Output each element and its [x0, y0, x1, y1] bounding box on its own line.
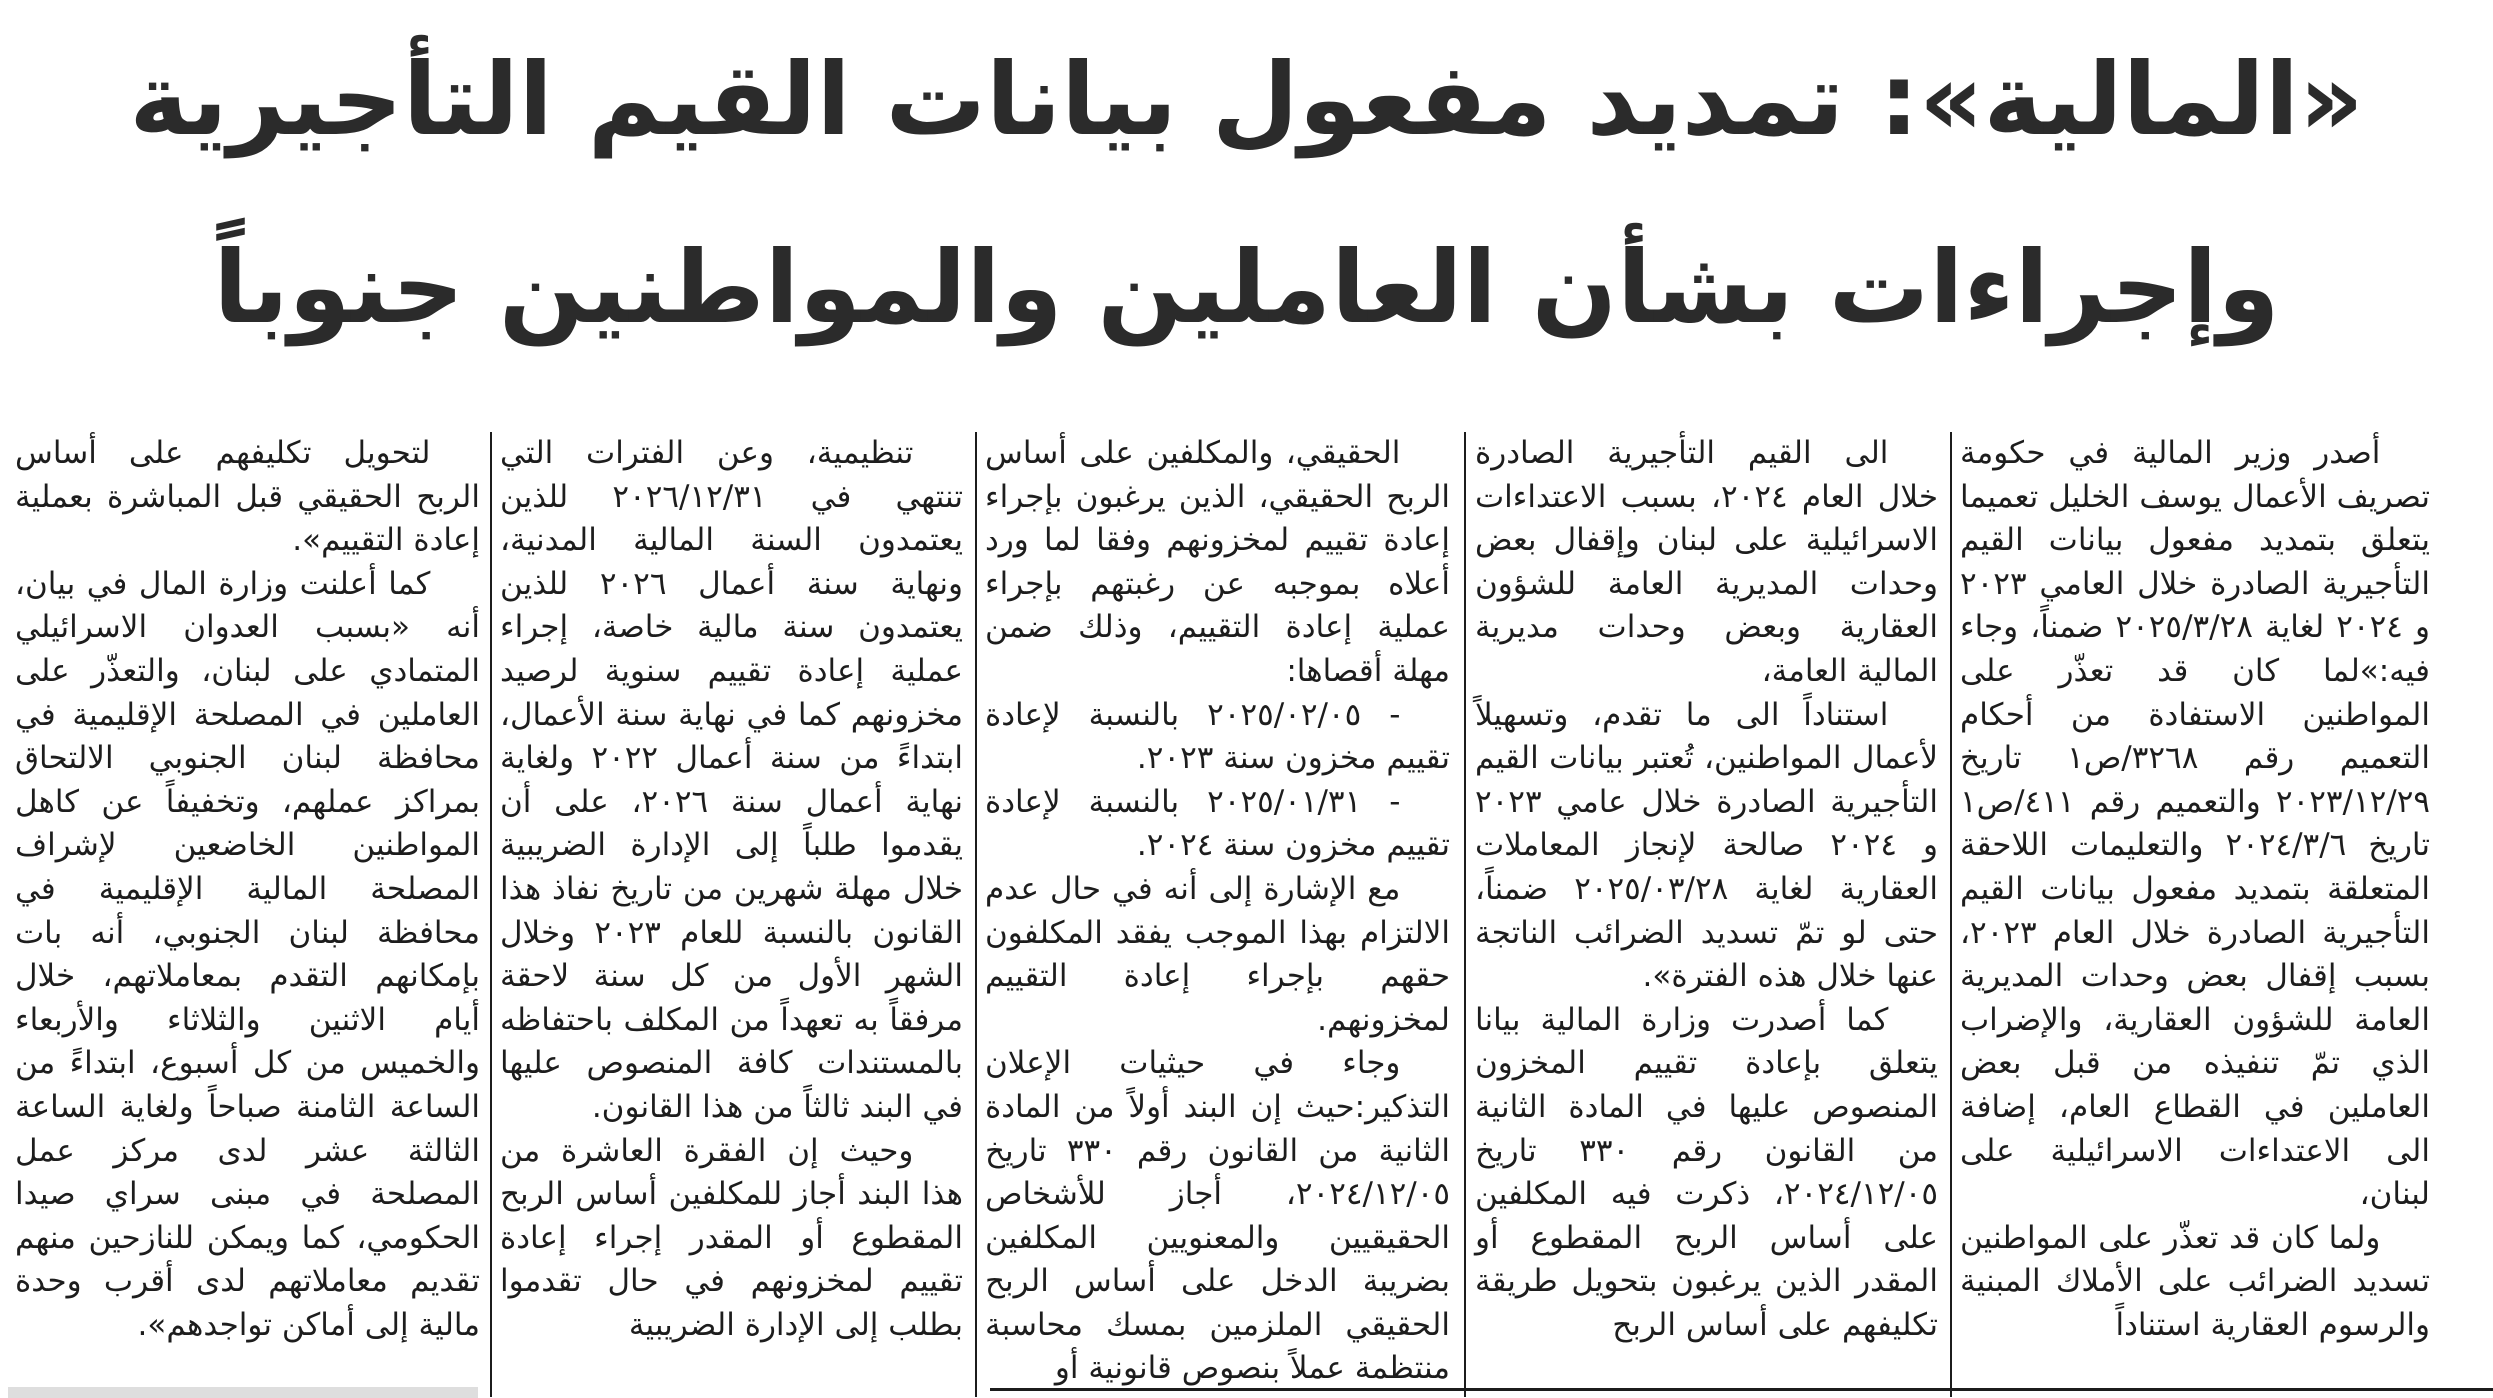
article-column-3	[985, 432, 1450, 1387]
paragraph: وحيث إن الفقرة العاشرة من هذا البند أجاز للمكلفين أساس الربح المقطوع أو المقدر إجراء إعادة تقييم لمخزونهم في حال تقدموا بطلب إلى الإدارة الضريبية	[500, 1132, 963, 1343]
headline-line-2: وإجراءات بشأن العاملين والمواطنين جنوباً	[213, 229, 2280, 346]
headline-line-1: «المالية»: تمديد مفعول بيانات القيم التأجيرية	[129, 41, 2364, 158]
article-column-5	[15, 432, 480, 1362]
paragraph: مع الإشارة إلى أنه في حال عدم الالتزام بهذا الموجب يفقد المكلفون حقهم بإجراء إعادة التقييم لمخزونهم.	[985, 870, 1450, 1038]
paragraph: كما أصدرت وزارة المالية بيانا يتعلق بإعادة تقييم المخزون المنصوص عليها في المادة الثانية من القانون رقم ٣٣٠ تاريخ ٢٠٢٤/١٢/٠٥، ذكرت فيه المكلفين على أساس الربح المقطوع أو المقدر الذين يرغبون بتحويل طريقة تكليفهم على أساس الربح	[1475, 1001, 1938, 1343]
article-column-4	[500, 432, 963, 1362]
article-column-2	[1475, 432, 1938, 1362]
article-column-1	[1960, 432, 2430, 1362]
paragraph: لتحويل تكليفهم على أساس الربح الحقيقي قبل المباشرة بعملية إعادة التقييم».	[15, 435, 480, 559]
column-divider	[975, 432, 977, 1397]
paragraph: استناداً الى ما تقدم، وتسهيلاً لأعمال المواطنين، تُعتبر بيانات القيم التأجيرية الصادرة خلال عامي ٢٠٢٣ و ٢٠٢٤ صالحة لإنجاز المعاملات العقارية لغاية ٢٠٢٥/٠٣/٢٨ ضمناً، حتى لو تمّ تسديد الضرائب الناتجة عنها خلال هذه الفترة».	[1475, 696, 1938, 995]
column-divider	[1464, 432, 1466, 1397]
column-divider	[1950, 432, 1952, 1397]
paragraph: الحقيقي، والمكلفين على أساس الربح الحقيقي، الذين يرغبون بإجراء إعادة تقييم لمخزونهم وفقا لما ورد أعلاه بموجبه عن رغبتهم بإجراء عملية إعادة التقييم، وذلك ضمن مهلة أقصاها:	[985, 435, 1450, 689]
paragraph: تنظيمية، وعن الفترات التي تنتهي في ٢٠٢٦/١٢/٣١ للذين يعتمدون السنة المالية المدنية، ونهاية سنة أعمال ٢٠٢٦ للذين يعتمدون سنة مالية خاصة، إجراء عملية إعادة تقييم سنوية لرصيد مخزونهم كما في نهاية سنة الأعمال، ابتداءً من سنة أعمال ٢٠٢٢ ولغاية نهاية أعمال سنة ٢٠٢٦، على أن يقدموا طلباً إلى الإدارة الضريبية خلال مهلة شهرين من تاريخ نفاذ هذا القانون بالنسبة للعام ٢٠٢٣ وخلال الشهر الأول من كل سنة لاحقة مرفقاً به تعهداً من المكلف باحتفاظه بالمستندات كافة المنصوص عليها في البند ثالثاً من هذا القانون.	[500, 435, 964, 1125]
paragraph: الى القيم التأجيرية الصادرة خلال العام ٢٠٢٤، بسبب الاعتداءات الاسرائيلية على لبنان وإقفال بعض وحدات المديرية العامة للشؤون العقارية وبعض وحدات مديرية المالية العامة،	[1475, 435, 1938, 689]
paragraph: - ٢٠٢٥/٠١/٣١ بالنسبة لإعادة تقييم مخزون سنة ٢٠٢٤.	[985, 783, 1450, 864]
column-divider	[490, 432, 492, 1397]
bottom-rule	[990, 1388, 2493, 1391]
paragraph: أصدر وزير المالية في حكومة تصريف الأعمال يوسف الخليل تعميما يتعلق بتمديد مفعول بيانات القيم التأجيرية الصادرة خلال العامي ٢٠٢٣ و ٢٠٢٤ لغاية ٢٠٢٥/٣/٢٨ ضمناً، وجاء فيه:»لما كان قد تعذّر على المواطنين الاستفادة من أحكام التعميم رقم ٣٢٦٨/ص١ تاريخ ٢٠٢٣/١٢/٢٩ والتعميم رقم ٤١١/ص١ تاريخ ٢٠٢٤/٣/٦ والتعليمات اللاحقة المتعلقة بتمديد مفعول بيانات القيم التأجيرية الصادرة خلال العام ٢٠٢٣، بسبب إقفال بعض وحدات المديرية العامة للشؤون العقارية، والإضراب الذي تمّ تنفيذه من قبل بعض العاملين في القطاع العام، إضافة الى الاعتداءات الاسرائيلية على لبنان،	[1960, 435, 2430, 1213]
paragraph: كما أعلنت وزارة المال في بيان، أنه «بسبب العدوان الاسرائيلي المتمادي على لبنان، والتعذّر على العاملين في المصلحة الإقليمية في محافظة لبنان الجنوبي الالتحاق بمراكز عملهم، وتخفيفاً عن كاهل المواطنين الخاضعين لإشراف المصلحة المالية الإقليمية في محافظة لبنان الجنوبي، أنه بات بإمكانهم التقدم بمعاملاتهم، خلال أيام الاثنين والثلاثاء والأربعاء والخميس من كل أسبوع، ابتداءً من الساعة الثامنة صباحاً ولغاية الساعة الثالثة عشر لدى مركز عمل المصلحة في مبنى سراي صيدا الحكومي، كما ويمكن للنازحين منهم تقديم معاملاتهم لدى أقرب وحدة مالية إلى أماكن تواجدهم».	[15, 565, 480, 1343]
footer-grey-bar	[8, 1387, 478, 1398]
paragraph: - ٢٠٢٥/٠٢/٠٥ بالنسبة لإعادة تقييم مخزون سنة ٢٠٢٣.	[985, 696, 1450, 777]
paragraph: ولما كان قد تعذّر على المواطنين تسديد الضرائب على الأملاك المبنية والرسوم العقارية استناداً	[1960, 1219, 2430, 1343]
paragraph: وجاء في حيثيات الإعلان التذكير:حيث إن البند أولاً من المادة الثانية من القانون رقم ٣٣٠ تاريخ ٢٠٢٤/١٢/٠٥، أجاز للأشخاص الحقيقيين والمعنويين المكلفين بضريبة الدخل على أساس الربح الحقيقي الملزمين بمسك محاسبة منتظمة عملاً بنصوص قانونية أو	[985, 1045, 1450, 1387]
